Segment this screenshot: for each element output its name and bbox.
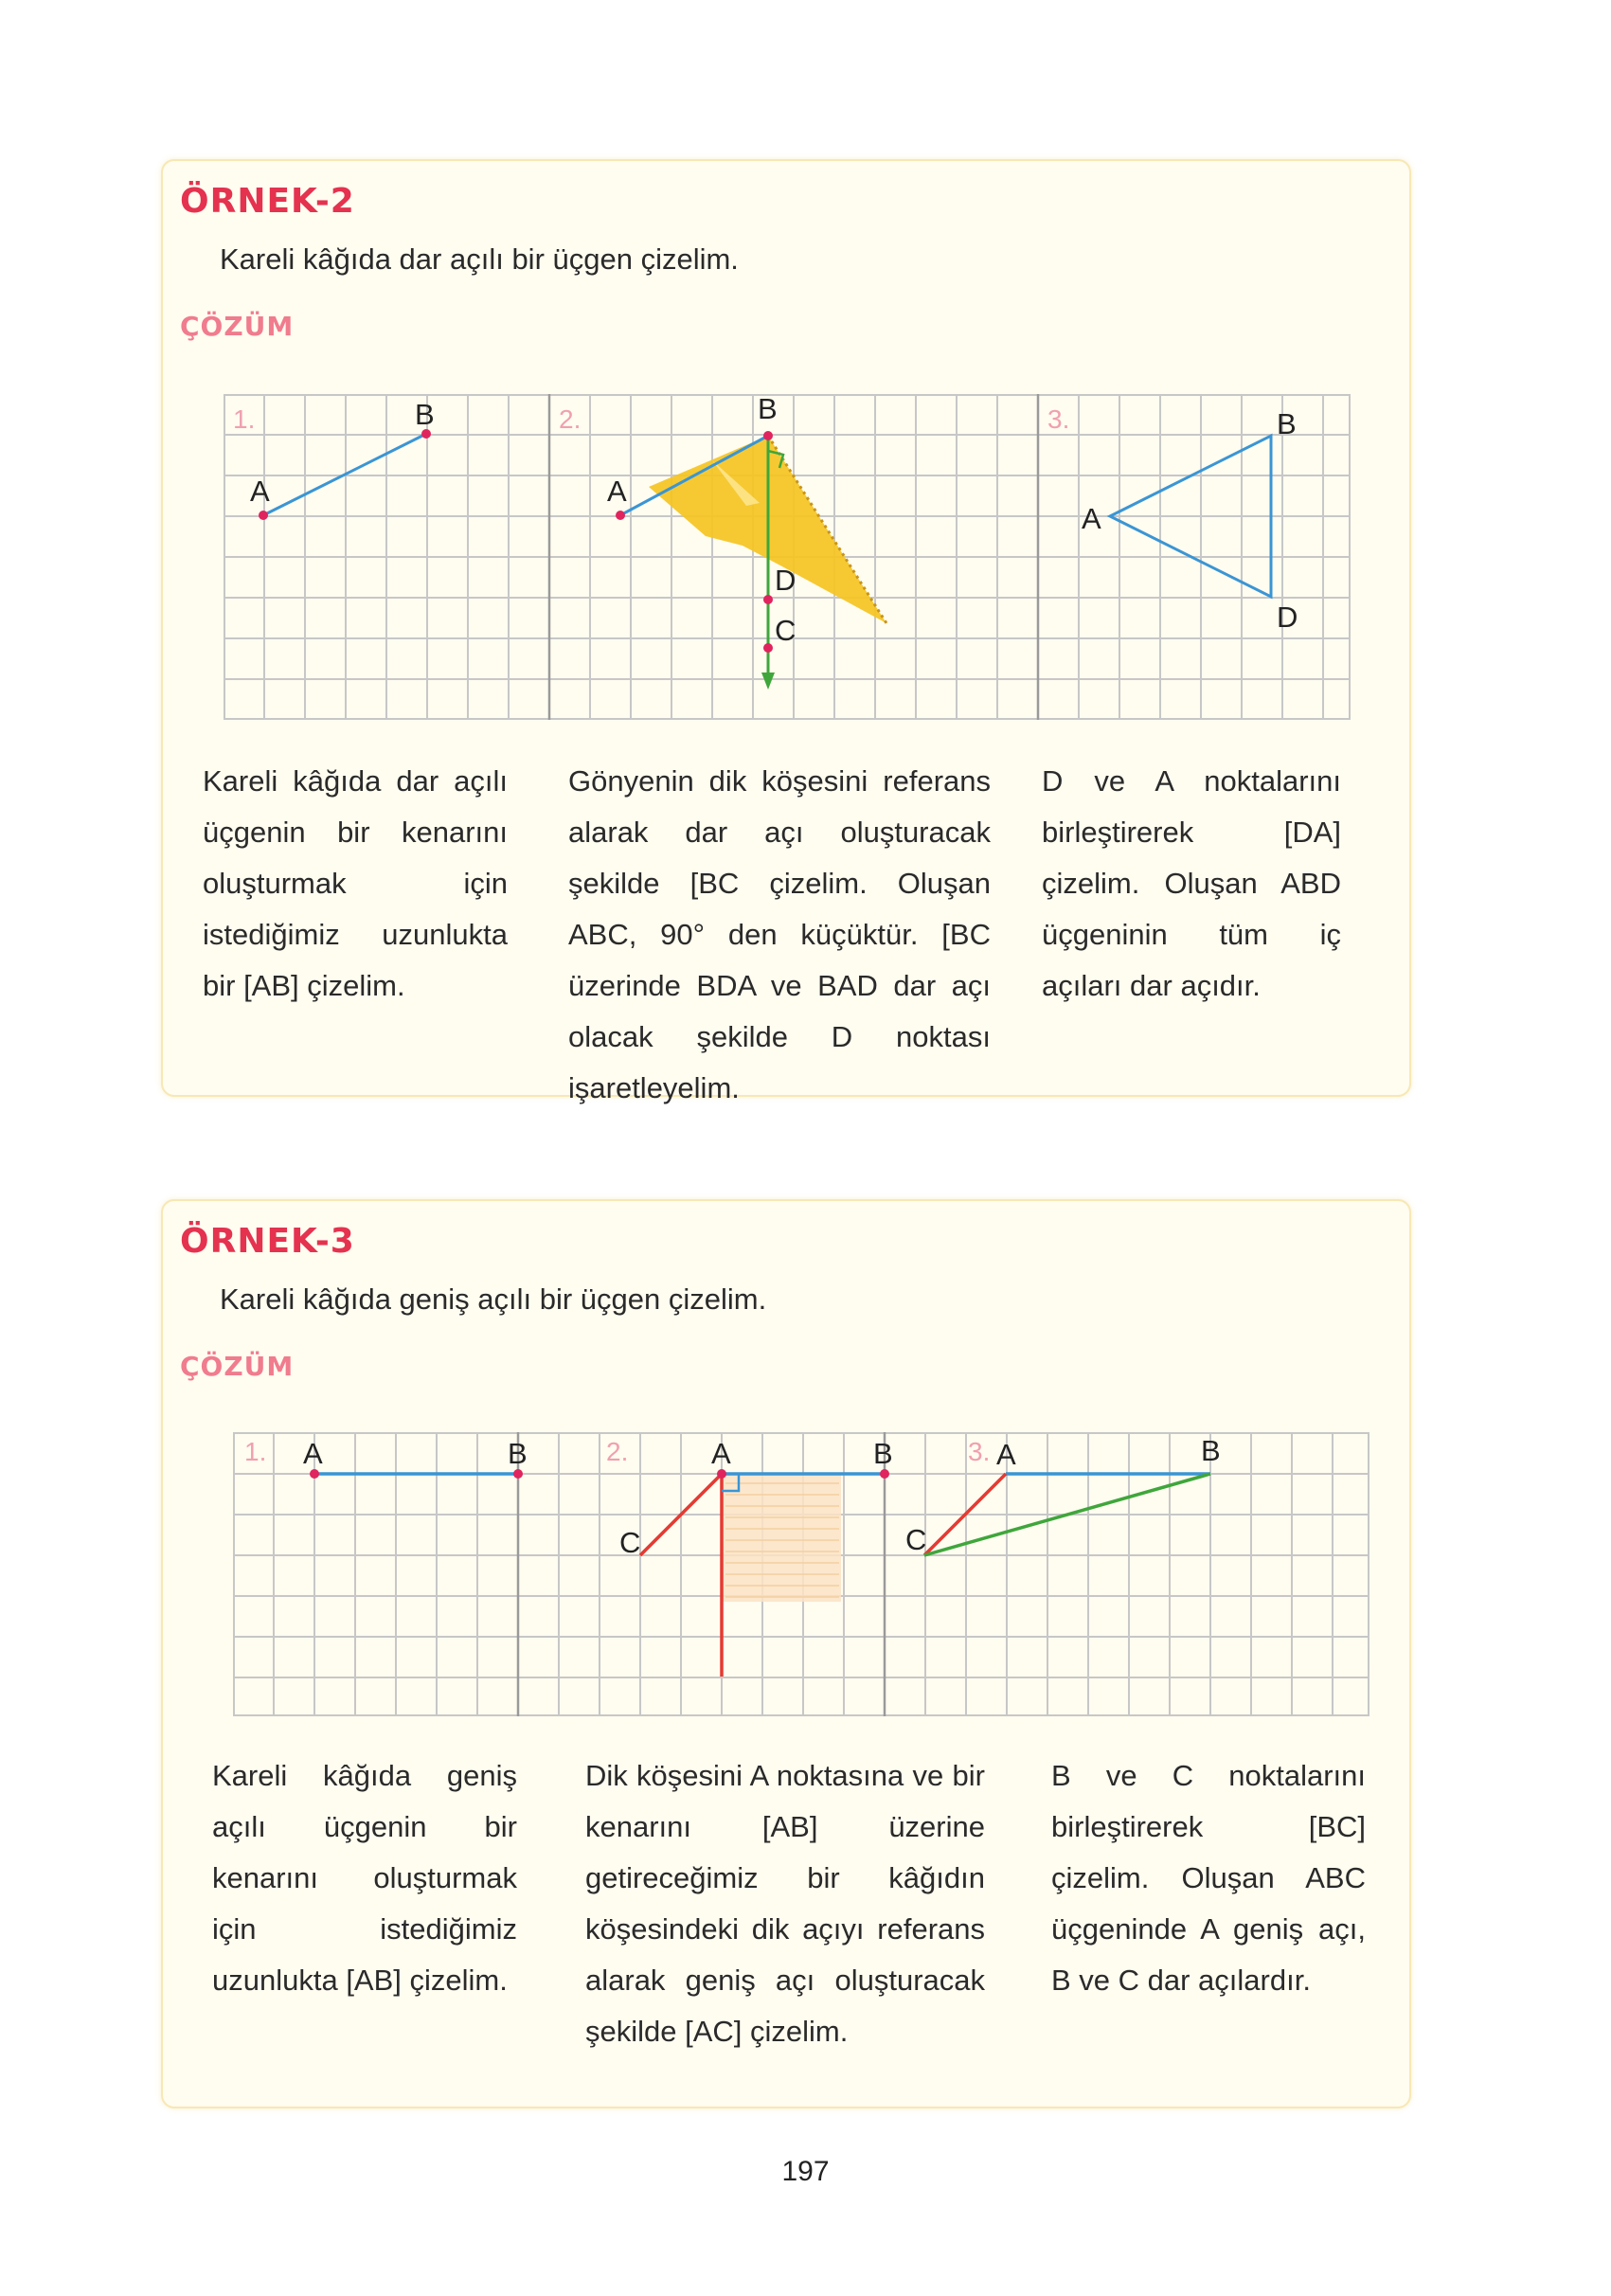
label-b: B	[1277, 407, 1297, 440]
label-d: D	[775, 564, 797, 597]
step-2-description: Dik köşesini A noktasına ve bir kenarını [AB] üzerine getireceğimiz bir kâğıdın köşesindeki dik açıyı referans alarak geniş açı oluşturacak şekilde [AC] çizelim.	[585, 1759, 985, 2048]
label-a: A	[250, 475, 270, 508]
example-2-construction-figure	[224, 394, 1351, 720]
example-3-card	[161, 1199, 1411, 2108]
point-b	[513, 1469, 523, 1479]
point-a	[310, 1469, 319, 1479]
example-2-prompt: Kareli kâğıda dar açılı bir üçgen çizelim.	[220, 242, 739, 276]
example-3-title: ÖRNEK-3	[180, 1222, 355, 1261]
step-2-number: 2.	[559, 404, 582, 434]
step-1-description: Kareli kâğıda dar açılı üçgenin bir kenarını oluşturmak için istediğimiz uzunlukta bir [AB] çizelim.	[203, 764, 508, 1002]
step-3-number: 3.	[968, 1437, 991, 1466]
label-a: A	[711, 1437, 731, 1470]
example-2-card	[161, 159, 1411, 1104]
step-2-description: Gönyenin dik köşesini referans alarak dar açı oluşturacak şekilde [BC çizelim. Oluşan ABC, 90° den küçüktür. [BC üzerinde BDA ve BAD dar açı olacak şekilde D noktası işaretleyelim.	[568, 764, 991, 1104]
label-b: B	[415, 398, 435, 431]
paper-corner	[722, 1474, 841, 1602]
point-b	[880, 1469, 889, 1479]
label-c: C	[775, 614, 797, 647]
step-1-description: Kareli kâğıda geniş açılı üçgenin bir kenarını oluşturmak için istediğimiz uzunlukta [AB] çizelim.	[212, 1759, 517, 1997]
label-b: B	[1201, 1434, 1221, 1467]
label-a: A	[303, 1437, 323, 1470]
step-1-number: 1.	[233, 404, 256, 434]
point-a	[616, 511, 625, 520]
label-b: B	[508, 1437, 528, 1470]
label-c: C	[619, 1526, 641, 1559]
point-b	[763, 431, 773, 440]
label-a: A	[607, 475, 627, 508]
example-2-solution-label: ÇÖZÜM	[180, 311, 295, 342]
example-2-title: ÖRNEK-2	[180, 182, 355, 221]
example-3-prompt: Kareli kâğıda geniş açılı bir üçgen çizelim.	[220, 1283, 767, 1316]
page-number: 197	[781, 2156, 830, 2187]
step-3-description: D ve A noktalarını birleştirerek [DA] çizelim. Oluşan ABD üçgeninin tüm iç açıları dar açıdır.	[1042, 764, 1341, 1002]
label-b: B	[758, 394, 778, 425]
point-c	[763, 643, 773, 653]
label-a: A	[1082, 502, 1101, 535]
example-3-solution-label: ÇÖZÜM	[180, 1351, 295, 1382]
step-3-number: 3.	[1047, 404, 1070, 434]
example-3-construction-figure	[233, 1432, 1369, 1716]
ray-arrowhead-icon	[761, 673, 775, 690]
label-a: A	[996, 1438, 1016, 1471]
step-3-description: B ve C noktalarını birleştirerek [BC] çizelim. Oluşan ABC üçgeninde A geniş açı, B ve C dar açılardır.	[1051, 1759, 1366, 1997]
label-d: D	[1277, 601, 1298, 634]
step-2-number: 2.	[606, 1437, 629, 1466]
point-a	[259, 511, 268, 520]
point-d	[763, 595, 773, 604]
label-b: B	[873, 1437, 893, 1470]
step-1-number: 1.	[244, 1437, 267, 1466]
label-c: C	[905, 1523, 927, 1556]
point-a	[717, 1469, 726, 1479]
